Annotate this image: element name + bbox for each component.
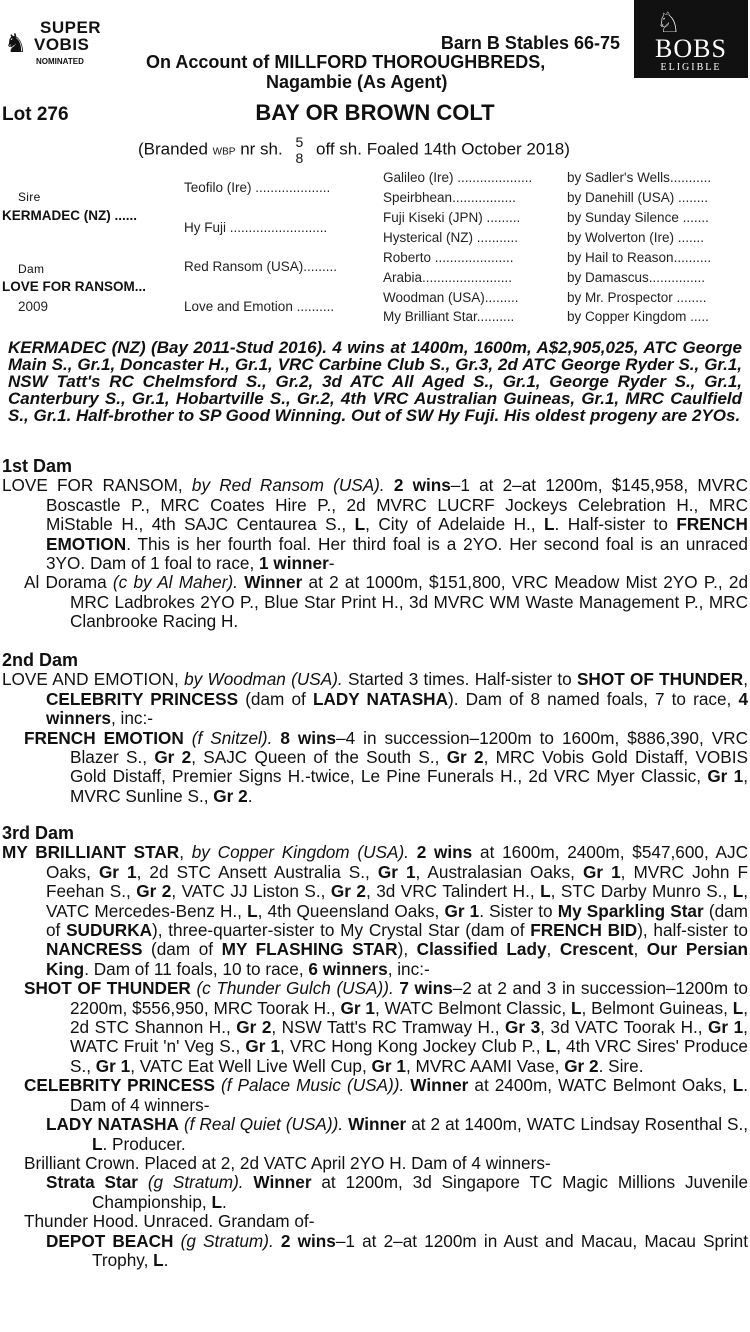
- supervobis-logo-bottom: VOBIS: [34, 35, 90, 54]
- bobs-logo: [634, 0, 748, 78]
- ped-g3-0: by Sadler's Wells...........: [567, 170, 712, 185]
- brand-mark: WBP: [212, 146, 236, 158]
- second-dam-section: [2, 651, 748, 806]
- sire-name: KERMADEC (NZ) ......: [2, 208, 138, 223]
- dam-year: 2009: [18, 299, 49, 314]
- ped-g1-1: Hy Fuji ..........................: [184, 220, 328, 235]
- ped-g2-4: Roberto .....................: [383, 250, 514, 265]
- shot-of-thunder-para: SHOT OF THUNDER (c Thunder Gulch (USA)). 7 wins–2 at 2 and 3 in succession–1200m to 2200m, $556,950, MRC Toorak H., Gr 1, WATC Belmont Classic, L, Belmont Guineas, L, 2d STC Shannon H., Gr 2, NSW Tatt's RC Tramway H., Gr 3, 3d VATC Toorak H., Gr 1, WATC Fruit 'n' Veg S., Gr 1, VRC Hong Kong Jockey Club P., L, 4th VRC Sires' Produce S., Gr 1, VATC Eat Well Live Well Cup, Gr 1, MVRC AAMI Vase, Gr 2. Sire.: [24, 978, 748, 1076]
- ped-g3-6: by Mr. Prospector ........: [567, 290, 707, 305]
- supervobis-logo-sub: NOMINATED: [36, 57, 84, 66]
- brand-mid: nr sh.: [240, 139, 283, 159]
- first-dam-para: LOVE FOR RANSOM, by Red Ransom (USA). 2 wins–1 at 2–at 1200m, $145,958, MVRC Boscastle P., MRC Coates Hire P., 2d MVRC LUCRF Jockeys Celebration H., MRC MiStable H., 4th SAJC Centaurea S., L, City of Adelaide H., L. Half-sister to FRENCH EMOTION. This is her fourth foal. Her third foal is a 2YO. Her second foal is an unraced 3YO. Dam of 1 foal to race, 1 winner-: [2, 475, 748, 574]
- depot-beach-para: DEPOT BEACH (g Stratum). 2 wins–1 at 2–at 1200m in Aust and Macau, Macau Sprint Trophy, L.: [46, 1230, 748, 1270]
- second-dam-heading: 2nd Dam: [2, 650, 79, 670]
- celebrity-princess-para: CELEBRITY PRINCESS (f Palace Music (USA)). Winner at 2400m, WATC Belmont Oaks, L. Dam of 4 winners-: [24, 1075, 749, 1115]
- ped-g2-3: Hysterical (NZ) ...........: [383, 230, 519, 245]
- location-line: Nagambie (As Agent): [266, 72, 448, 92]
- brand-fraction: [295, 134, 303, 166]
- first-dam-foal: Al Dorama (c by Al Maher). Winner at 2 at 1000m, $151,800, VRC Meadow Mist 2YO P., 2d MRC Ladbrokes 2YO P., Blue Star Print H., 3d MVRC WM Waste Management P., MRC Clanbrooke Racing H.: [24, 572, 749, 632]
- brand-prefix: (Branded: [138, 139, 208, 159]
- brilliant-crown-para: Brilliant Crown. Placed at 2, 2d VATC April 2YO H. Dam of 4 winners-: [24, 1152, 551, 1173]
- sire-summary-text: KERMADEC (NZ) (Bay 2011-Stud 2016). 4 wins at 1400m, 1600m, A$2,905,025, ATC George Main S., Gr.1, Doncaster H., Gr.1, VRC Carbine Club S., Gr.3, 2d ATC George Ryder S., Gr.1, NSW Tatt's RC Chelmsford S., Gr.2, 3d ATC All Aged S., Gr.1, George Ryder S., Gr.1, Canterbury S., Gr.1, Hobartville S., Gr.2, 4th VRC Australian Guineas, Gr.1, MRC Caulfield S., Gr.1. Half-brother to SP Good Winning. Out of SW Hy Fuji. His oldest progeny are 2YOs.: [8, 338, 742, 425]
- account-line: On Account of MILLFORD THOROUGHBREDS,: [146, 52, 546, 72]
- bobs-horse-icon: ♘: [656, 7, 682, 38]
- third-dam-heading: 3rd Dam: [2, 823, 75, 843]
- third-dam-section: [2, 824, 748, 1270]
- second-dam-para: LOVE AND EMOTION, by Woodman (USA). Started 3 times. Half-sister to SHOT OF THUNDER, CELEBRITY PRINCESS (dam of LADY NATASHA). Dam of 8 named foals, 7 to race, 4 winners, inc:-: [2, 669, 749, 729]
- ped-g2-0: Galileo (Ire) ....................: [383, 170, 533, 185]
- ped-g3-1: by Danehill (USA) ........: [567, 190, 709, 205]
- brand-suffix: off sh. Foaled 14th October 2018): [315, 139, 570, 159]
- ped-g2-2: Fuji Kiseki (JPN) .........: [383, 210, 521, 225]
- sire-label: Sire: [18, 190, 41, 204]
- ped-g3-2: by Sunday Silence .......: [567, 210, 709, 225]
- ped-g3-3: by Wolverton (Ire) .......: [567, 230, 705, 245]
- frac-top: 5: [295, 134, 304, 150]
- ped-g1-0: Teofilo (Ire) ....................: [184, 180, 331, 195]
- lady-natasha-para: LADY NATASHA (f Real Quiet (USA)). Winner at 2 at 1400m, WATC Lindsay Rosenthal S., L. Producer.: [46, 1114, 749, 1154]
- ped-g3-7: by Copper Kingdom .....: [567, 309, 709, 324]
- dam-name: LOVE FOR RANSOM...: [2, 279, 147, 294]
- dam-label: Dam: [18, 262, 45, 276]
- bobs-logo-sub: ELIGIBLE: [660, 62, 722, 73]
- ped-g2-5: Arabia........................: [383, 270, 513, 285]
- ped-g1-3: Love and Emotion ..........: [184, 299, 335, 314]
- sire-summary: [8, 339, 742, 424]
- ped-g2-7: My Brilliant Star..........: [383, 309, 515, 324]
- ped-g1-2: Red Ransom (USA).........: [184, 259, 338, 274]
- first-dam-heading: 1st Dam: [2, 456, 73, 476]
- ped-g3-4: by Hail to Reason..........: [567, 250, 712, 265]
- supervobis-logo-top: SUPER: [40, 18, 102, 37]
- thunder-hood-para: Thunder Hood. Unraced. Grandam of-: [24, 1211, 315, 1232]
- supervobis-horse-icon: ♞: [4, 28, 28, 58]
- lot-number: Lot 276: [2, 104, 69, 125]
- bobs-logo-name: BOBS: [655, 34, 727, 63]
- frac-bottom: 8: [295, 150, 304, 166]
- ped-g3-5: by Damascus...............: [567, 270, 706, 285]
- ped-g2-6: Woodman (USA).........: [383, 290, 519, 305]
- barn-line: Barn B Stables 66-75: [440, 33, 620, 53]
- first-dam-section: [2, 457, 748, 632]
- ped-g2-1: Speirbhean.................: [383, 190, 516, 205]
- brand-line: [138, 134, 570, 166]
- third-dam-para: MY BRILLIANT STAR, by Copper Kingdom (USA). 2 wins at 1600m, 2400m, $547,600, AJC Oaks, Gr 1, 2d STC Ansett Australia S., Gr 1, Australasian Oaks, Gr 1, MVRC John F Feehan S., Gr 2, VATC JJ Liston S., Gr 2, 3d VRC Talindert H., L, STC Darby Munro S., L, VATC Mercedes-Benz H., L, 4th Queensland Oaks, Gr 1. Sister to My Sparkling Star (dam of SUDURKA), three-quarter-sister to My Crystal Star (dam of FRENCH BID), half-sister to NANCRESS (dam of MY FLASHING STAR), Classified Lady, Crescent, Our Persian King. Dam of 11 foals, 10 to race, 6 winners, inc:-: [2, 842, 749, 979]
- second-dam-foal: FRENCH EMOTION (f Snitzel). 8 wins–4 in succession–1200m to 1600m, $886,390, VRC Blazer S., Gr 2, SAJC Queen of the South S., Gr 2, MRC Vobis Gold Distaff, VOBIS Gold Distaff, Premier Signs H.-twice, Le Pine Funerals H., 2d VRC Myer Classic, Gr 1, MVRC Sunline S., Gr 2.: [24, 727, 748, 806]
- lot-title: BAY OR BROWN COLT: [255, 100, 495, 125]
- strata-star-para: Strata Star (g Stratum). Winner at 1200m, 3d Singapore TC Magic Millions Juvenile Championship, L.: [46, 1172, 749, 1212]
